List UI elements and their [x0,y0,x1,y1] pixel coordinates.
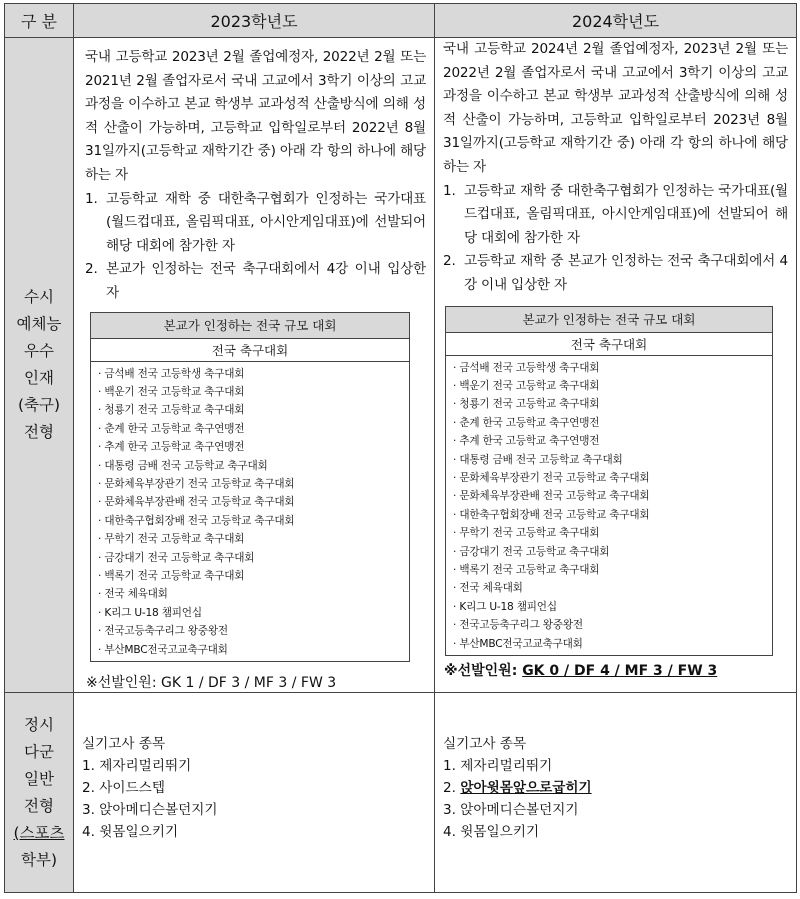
list-item: · 춘계 한국 고등학교 축구연맹전 [98,422,245,435]
competition-table-subheader: 전국 축구대회 [446,332,773,355]
competition-list [446,356,772,656]
quota-2023: ※선발인원: GK 1 / DF 3 / MF 3 / FW 3 [86,675,337,692]
eligibility-2024: 국내 고등학교 2024년 2월 졸업예정자, 2023년 2월 또는 2022년 2월 졸업자로서 국내 고교에서 3학기 이상의 고교과정을 이수하고 본교 학생부 교과성적 산출방식에 의해 성적 산출이 가능하며, 고등학교 입학일로부터 2023년 8월 31일까지(고등학교 재학기간 중) 아래 각 항의 하나에 해당하는 자 [443,41,788,175]
criteria-item: 2. 고등학교 재학 중 본교가 인정하는 전국 축구대회에서 4강 이내 입상한 자 [443,253,788,293]
criteria-item: 1. 고등학교 재학 중 대한축구협회가 인정하는 국가대표(월드컵대표, 올림픽대표, 아시안게임대표)에 선발되어 해당 대회에 참가한 자 [85,190,426,254]
susi-2023-cell [74,38,435,693]
list-item: · 전국고등축구리그 왕중왕전 [453,619,583,632]
susi-2024-cell [435,38,797,693]
row-jeongsi-label: 정시 다군 일반 전형 (스포츠 학부) [5,693,74,893]
list-item: · 대통령 금배 전국 고등학교 축구대회 [98,459,268,472]
header-2024: 2024학년도 [435,4,797,38]
header-row [5,4,797,38]
list-item: · K리그 U-18 챔피언십 [453,600,557,613]
competition-table-2024 [445,306,773,657]
list-item: · 청룡기 전국 고등학교 축구대회 [98,404,245,417]
list-item: · 문화체육부장관배 전국 고등학교 축구대회 [98,496,295,509]
exam-title: 실기고사 종목 [82,736,166,753]
list-item: · 추계 한국 고등학교 축구연맹전 [98,441,245,454]
quota-2024: ※선발인원: GK 0 / DF 4 / MF 3 / FW 3 [444,663,718,680]
competition-table-subheader: 전국 축구대회 [91,338,410,361]
jeongsi-2024-cell [435,693,797,893]
list-item: · 대한축구협회장배 전국 고등학교 축구대회 [98,514,295,527]
competition-table-header: 본교가 인정하는 전국 규모 대회 [446,306,773,332]
jeongsi-2023-cell [74,693,435,893]
competition-list [91,362,409,662]
list-item: · 백록기 전국 고등학교 축구대회 [453,564,600,576]
list-item: · 대통령 금배 전국 고등학교 축구대회 [453,453,623,466]
exam-events-2024 [443,733,788,843]
list-item: · 문화체육부장관기 전국 고등학교 축구대회 [453,471,650,484]
list-item: · 전국 체육대회 [98,588,168,601]
list-item: · 무학기 전국 고등학교 축구대회 [98,533,245,546]
exam-item-changed: 2. 앉아윗몸앞으로굽히기 [443,780,592,797]
list-item: · 금석배 전국 고등학생 축구대회 [453,361,600,374]
header-category: 구 분 [5,4,74,38]
list-item: · 문화체육부장관배 전국 고등학교 축구대회 [453,490,650,503]
row-susi [5,38,797,693]
list-item: · 대한축구협회장배 전국 고등학교 축구대회 [453,508,650,521]
list-item: · 금강대기 전국 고등학교 축구대회 [453,545,610,558]
list-item: · 전국 체육대회 [453,582,523,595]
list-item: · 금강대기 전국 고등학교 축구대회 [98,551,255,564]
exam-item: 3. 앉아메디슨볼던지기 [443,802,579,819]
list-item: · 추계 한국 고등학교 축구연맹전 [453,435,600,448]
row-susi-label: 수시 예체능 우수 인재 (축구) 전형 [5,38,74,693]
list-item: · K리그 U-18 챔피언십 [98,606,202,619]
list-item: · 백록기 전국 고등학교 축구대회 [98,570,245,582]
exam-item: 1. 제자리멀리뛰기 [443,758,553,775]
header-2023: 2023학년도 [74,4,435,38]
criteria-item: 1. 고등학교 재학 중 대한축구협회가 인정하는 국가대표(월드컵대표, 올림픽대표, 아시안게임대표)에 선발되어 해당 대회에 참가한 자 [443,182,788,246]
admission-comparison-table [4,3,797,893]
list-item: · 전국고등축구리그 왕중왕전 [98,625,228,638]
list-item: · 춘계 한국 고등학교 축구연맹전 [453,416,600,429]
competition-table-2023 [90,312,410,663]
exam-item: 2. 사이드스텝 [82,780,165,797]
list-item: · 금석배 전국 고등학생 축구대회 [98,367,245,380]
criteria-item: 2. 본교가 인정하는 전국 축구대회에서 4강 이내 입상한 자 [85,261,426,301]
exam-item: 3. 앉아메디슨볼던지기 [82,802,218,819]
list-item: · 무학기 전국 고등학교 축구대회 [453,527,600,540]
list-item: · 백운기 전국 고등학교 축구대회 [98,385,245,398]
list-item: · 백운기 전국 고등학교 축구대회 [453,379,600,392]
eligibility-2023: 국내 고등학교 2023년 2월 졸업예정자, 2022년 2월 또는 2021년 2월 졸업자로서 국내 고교에서 3학기 이상의 고교과정을 이수하고 본교 학생부 교과성적 산출방식에 의해 성적 산출이 가능하며, 고등학교 입학일로부터 2022년 8월 31일까지(고등학교 재학기간 중) 아래 각 항의 하나에 해당하는 자 [85,49,426,183]
exam-title: 실기고사 종목 [443,736,527,753]
exam-item: 4. 윗몸일으키기 [82,824,179,841]
exam-item: 4. 윗몸일으키기 [443,824,540,841]
competition-table-header: 본교가 인정하는 전국 규모 대회 [91,312,410,338]
exam-events-2023 [82,733,426,843]
exam-item: 1. 제자리멀리뛰기 [82,758,192,775]
list-item: · 청룡기 전국 고등학교 축구대회 [453,398,600,411]
row-jeongsi [5,693,797,893]
list-item: · 부산MBC전국고교축구대회 [98,643,228,656]
list-item: · 부산MBC전국고교축구대회 [453,637,583,650]
list-item: · 문화체육부장관기 전국 고등학교 축구대회 [98,477,295,490]
